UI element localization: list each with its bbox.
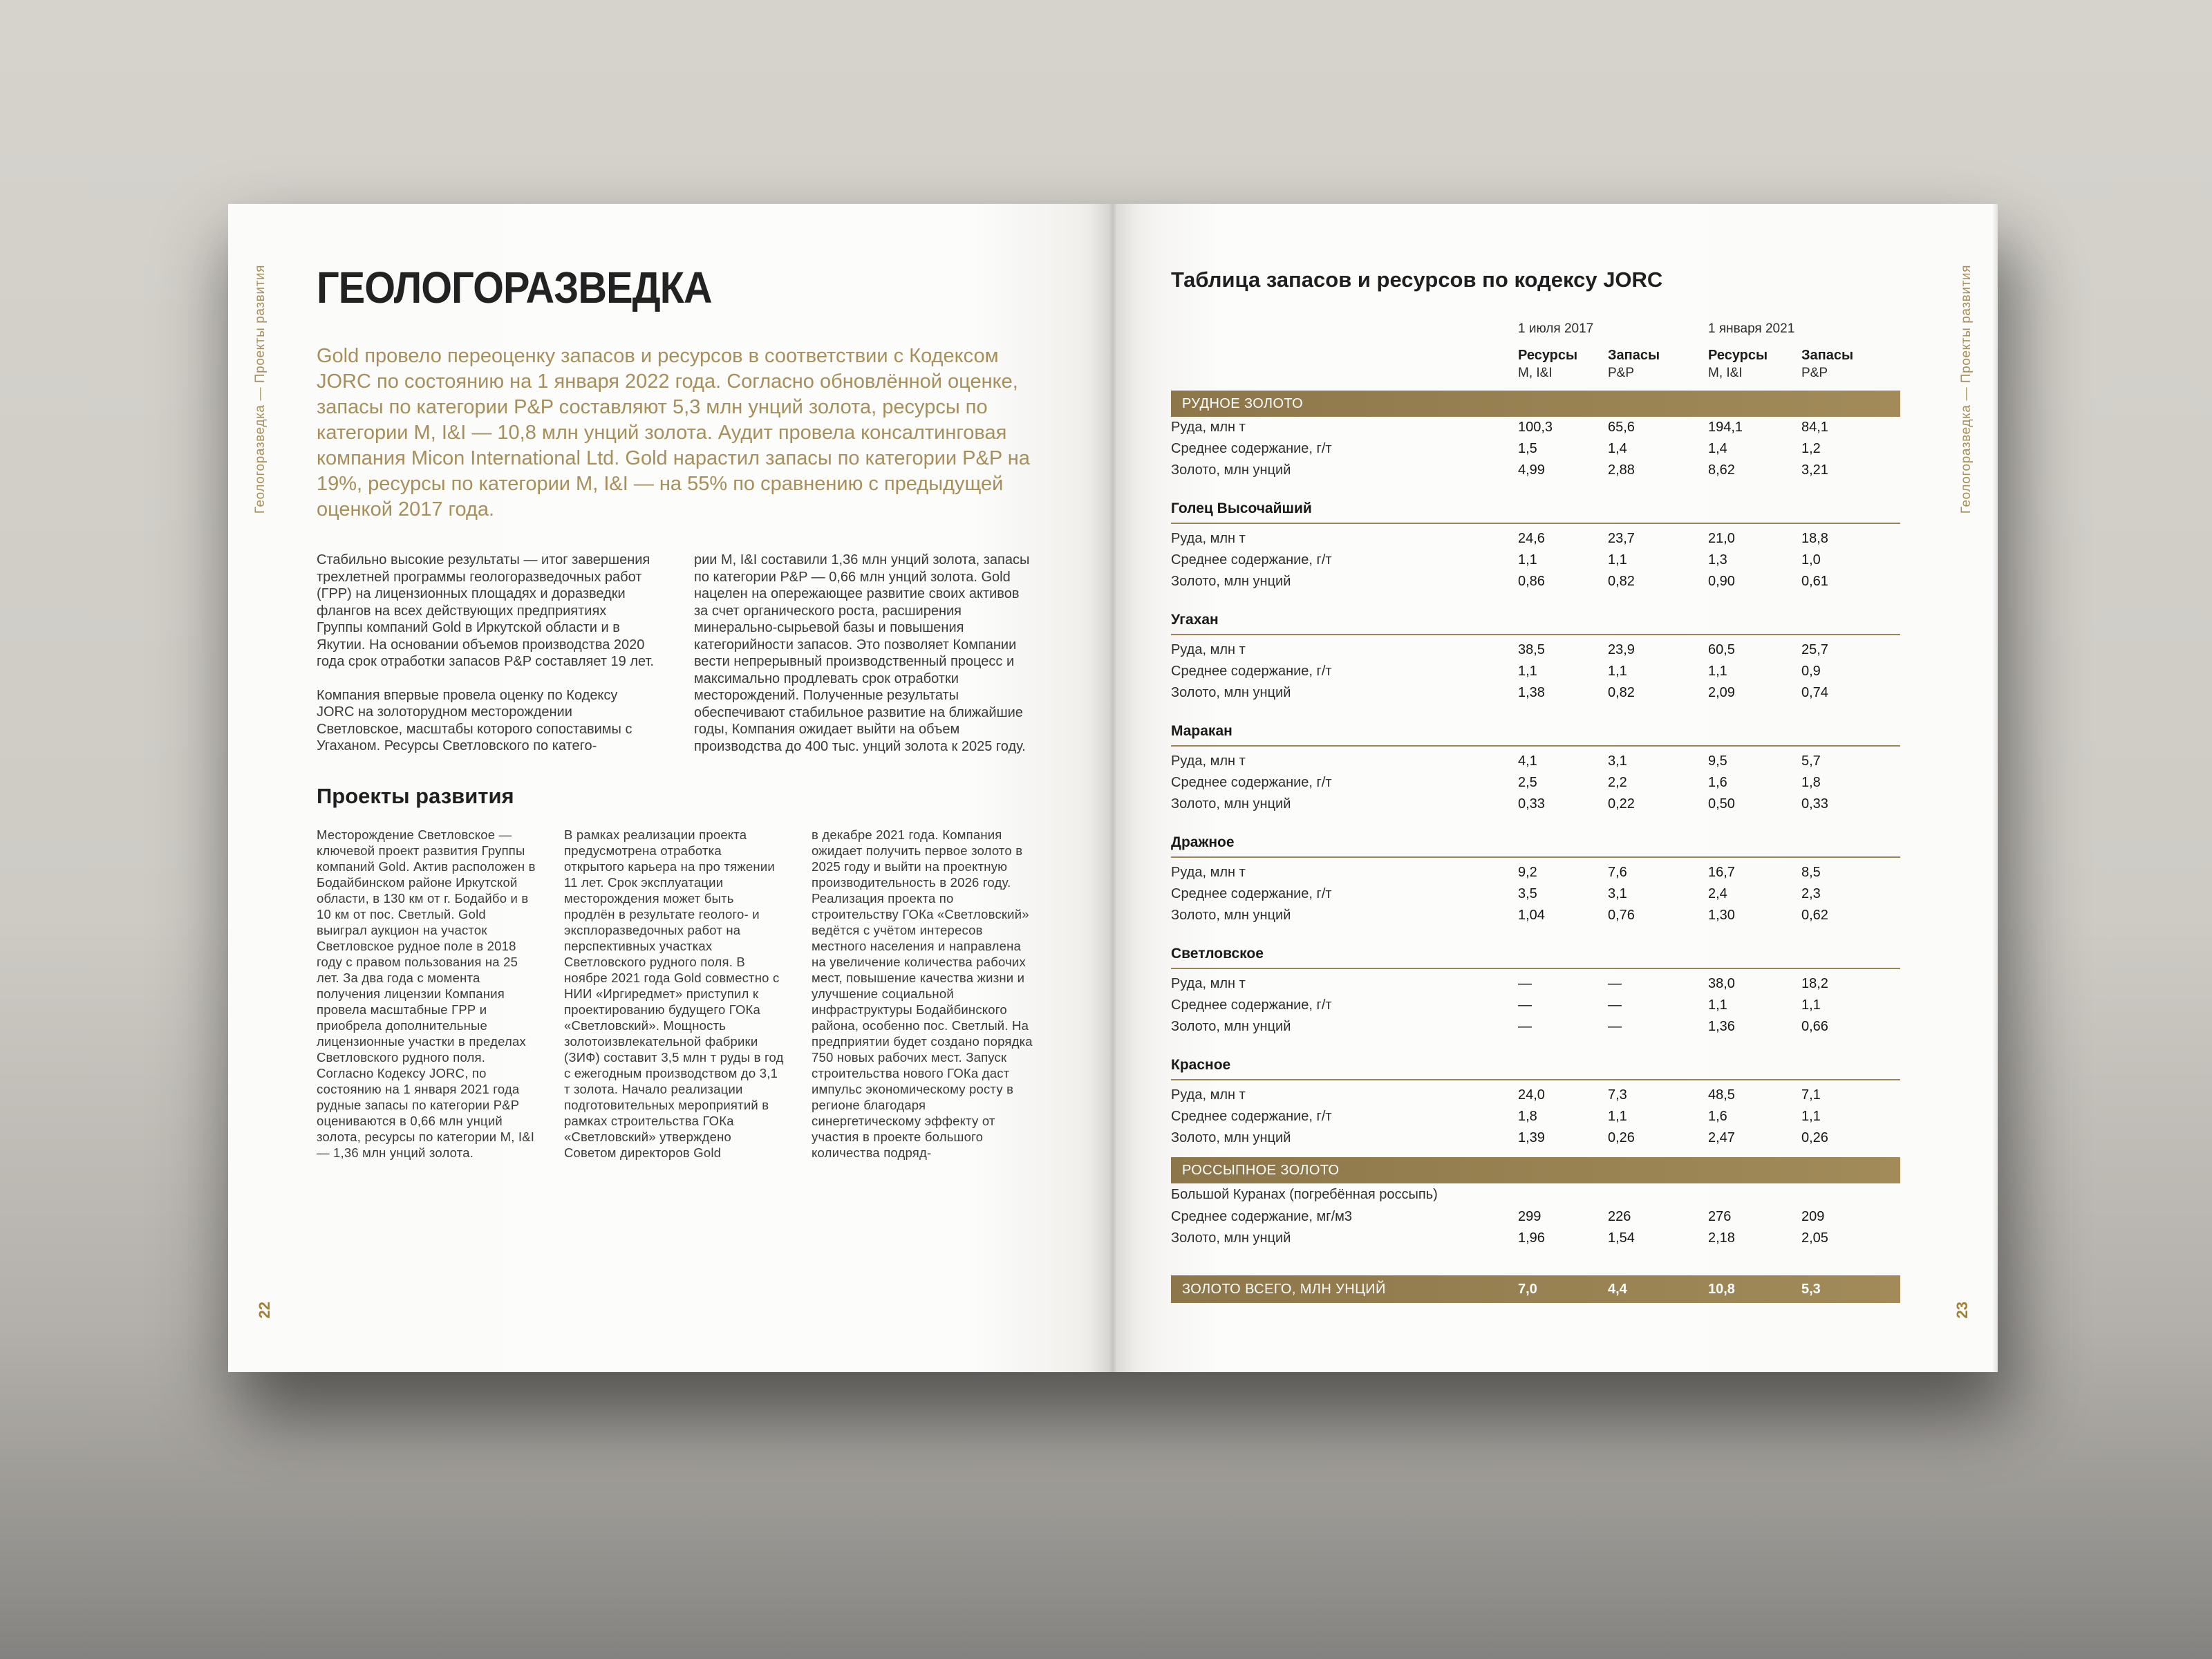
development-column-3: в декабре 2021 года. Компания ожидает получить первое золото в 2025 году и выйти на проектную производительность в 2026 году. Реализация проекта по строительству ГОКа «Светловский» ведётся с учётом интересов местного населения и направлена на увеличение количества рабочих мест, повышение качества жизни и улучшение социальной инфраструктуры Бодайбинского района, особенно пос. Светлый. На предприятии будет создано порядка 750 новых рабочих мест. Запуск строительства нового ГОКа даст импульс экономическому росту в регионе благодаря синергетическому эффекту от участия в проекте большого количества подряд-	[812, 827, 1033, 1160]
table-cell-value: 1,04	[1518, 908, 1545, 923]
table-row	[1171, 905, 1900, 926]
intro-paragraph: рии M, I&I составили 1,36 млн унций золота, запасы по категории P&P — 0,66 млн унций золота. Gold нацелен на опережающее развитие своих активов за счет органического роста, расширения минерально-сырьевой базы и повышения категорийности запасов. Это позволяет Компании вести непрерывный производственный процесс и максимально продлевать срок отработки месторождений. Полученные результаты обеспечивают стабильное развитие на ближайшие годы, Компания ожидает выйти на объем производства до 400 тыс. унций золота к 2025 году.	[694, 552, 1030, 754]
table-cell-value: 1,1	[1608, 664, 1627, 679]
table-cell-value: 1,4	[1708, 441, 1727, 456]
column-header	[1608, 346, 1708, 382]
table-cell-value: 0,33	[1518, 796, 1545, 812]
table-cell-value: 38,0	[1708, 976, 1735, 991]
table-cell-value: 1,8	[1518, 1109, 1537, 1124]
right-page	[1113, 204, 1998, 1372]
table-cell-value: 209	[1801, 1209, 1825, 1224]
table-cell-value: 3,1	[1608, 753, 1627, 769]
table-cell-value: 4,1	[1518, 753, 1537, 769]
table-subsection	[1171, 612, 1900, 704]
table-cell-value: 1,8	[1801, 775, 1821, 790]
column-header-kind: Ресурсы	[1708, 348, 1768, 363]
column-header	[1708, 346, 1801, 382]
intro-column-1	[317, 552, 656, 771]
table-cell-value: 1,1	[1518, 664, 1537, 679]
table-cell-value: 0,82	[1608, 574, 1635, 589]
table-cell-value: —	[1608, 997, 1622, 1013]
table-row	[1171, 550, 1900, 571]
table-subsection	[1171, 1057, 1900, 1149]
table-cell-label: Среднее содержание, г/т	[1171, 552, 1332, 568]
table-cell-value: 0,33	[1801, 796, 1828, 812]
table-cell-label: Золото, млн унций	[1171, 1019, 1291, 1034]
subsection-name: Голец Высочайший	[1171, 500, 1900, 524]
left-side-rubric: Геологоразведка — Проекты развития	[253, 265, 268, 514]
table-row	[1171, 995, 1900, 1016]
table-cell-value: 23,9	[1608, 642, 1635, 657]
table-row	[1171, 973, 1900, 995]
right-page-content	[1171, 268, 1931, 1303]
left-page	[228, 204, 1113, 1372]
table-cell-value: 0,62	[1801, 908, 1828, 923]
table-row	[1171, 639, 1900, 661]
table-cell-value: —	[1608, 1019, 1622, 1034]
table-row	[1171, 417, 1900, 438]
table-cell-value: 60,5	[1708, 642, 1735, 657]
table-cell-value: 1,0	[1801, 552, 1821, 568]
intro-column-2	[694, 552, 1033, 771]
table-cell-value: 8,62	[1708, 462, 1735, 478]
table-cell-label: Среднее содержание, г/т	[1171, 886, 1332, 901]
table-cell-label: Золото, млн унций	[1171, 574, 1291, 589]
table-cell-label: Золото, млн унций	[1171, 685, 1291, 700]
table-cell-value: 0,26	[1801, 1130, 1828, 1145]
intro-paragraph: Стабильно высокие результаты — итог завершения трехлетней программы геологоразведочных работ (ГРР) на лицензионных площадях и доразведки флангов на всех действующих предприятиях Группы компаний Gold в Иркутской области и в Якутии. На основании объемов производства 2020 года срок отработки запасов P&P составляет 19 лет.	[317, 552, 654, 669]
table-cell-value: 65,6	[1608, 420, 1635, 435]
table-cell-value: 0,66	[1801, 1019, 1828, 1034]
table-row	[1171, 862, 1900, 883]
table-cell-label: Среднее содержание, г/т	[1171, 997, 1332, 1013]
table-cell-value: 23,7	[1608, 531, 1635, 546]
table-cell-value: 2,5	[1518, 775, 1537, 790]
lead-paragraph: Gold провело переоценку запасов и ресурсов в соответствии с Кодексом JORC по состоянию на 1 января 2022 года. Согласно обновлённой оценке, запасы по категории P&P составляют 5,3 млн унций золота, ресурсы по категории M, I&I — 10,8 млн унций золота. Аудит провела консалтинговая компания Micon International Ltd. Gold нарастил запасы по категории P&P на 19%, ресурсы по категории M, I&I — на 55% по сравнению с предыдущей оценкой 2017 года.	[317, 345, 1030, 521]
table-cell-value: 24,6	[1518, 531, 1545, 546]
table-cell-value: 1,96	[1518, 1230, 1545, 1246]
table-cell-value: 18,2	[1801, 976, 1828, 991]
development-column-2: В рамках реализации проекта предусмотрена отработка открытого карьера на про тяжении 11 лет. Срок эксплуатации месторождения может быть продлён в результате геолого- и эксплоразведочных работ на перспективных участках Светловского рудного поля. В ноябре 2021 года Gold совместно с НИИ «Иргиредмет» приступил к проектированию будущего ГОКа «Светловский». Мощность золотоизвлекательной фабрики (ЗИФ) составит 3,5 млн т руды в год с ежегодным производством до 3,1 т золота. Начало реализации подготовительных мероприятий в рамках строительства ГОКа «Светловский» утверждено Советом директоров Gold	[564, 827, 784, 1160]
table-cell-label: Среднее содержание, г/т	[1171, 775, 1332, 790]
table-cell-value: 1,30	[1708, 908, 1735, 923]
table-row	[1171, 460, 1900, 481]
table-subsection	[1171, 834, 1900, 926]
table-cell-value: —	[1518, 1019, 1532, 1034]
table-cell-value: 0,9	[1801, 664, 1821, 679]
table-date-header	[1171, 321, 1900, 337]
total-value: 5,3	[1801, 1281, 1821, 1297]
table-cell-value: 4,99	[1518, 462, 1545, 478]
table-cell-value: 0,50	[1708, 796, 1735, 812]
table-cell-value: 25,7	[1801, 642, 1828, 657]
jorc-table	[1171, 321, 1900, 1303]
table-row	[1171, 682, 1900, 704]
table-cell-label: Среднее содержание, г/т	[1171, 664, 1332, 679]
table-row	[1171, 438, 1900, 460]
table-cell-value: 2,88	[1608, 462, 1635, 478]
table-cell-label: Руда, млн т	[1171, 531, 1246, 546]
subsection-name: Маракан	[1171, 723, 1900, 747]
table-cell-value: 1,38	[1518, 685, 1545, 700]
spacer	[1171, 346, 1518, 382]
table-cell-value: 299	[1518, 1209, 1541, 1224]
table-subsection	[1171, 500, 1900, 592]
table-cell-value: 0,76	[1608, 908, 1635, 923]
table-cell-label: Среднее содержание, мг/м3	[1171, 1209, 1353, 1224]
table-cell-value: 2,3	[1801, 886, 1821, 901]
right-page-number: 23	[1953, 1301, 1971, 1318]
table-cell-value: 1,1	[1708, 997, 1727, 1013]
table-cell-value: 0,90	[1708, 574, 1735, 589]
table-cell-value: —	[1518, 976, 1532, 991]
column-header-kind: Ресурсы	[1518, 348, 1578, 363]
table-cell-value: 7,6	[1608, 865, 1627, 880]
table-row	[1171, 1016, 1900, 1038]
table-cell-label: Руда, млн т	[1171, 976, 1246, 991]
table-cell-value: 0,22	[1608, 796, 1635, 812]
table-total-band	[1171, 1275, 1900, 1303]
column-header-category: M, I&I	[1708, 366, 1743, 380]
column-header-kind: Запасы	[1608, 348, 1660, 363]
table-cell-label: Золото, млн унций	[1171, 1130, 1291, 1145]
table-body	[1171, 391, 1900, 1249]
table-subsection-label: Большой Куранах (погребённая россыпь)	[1171, 1187, 1438, 1202]
section-title-development: Проекты развития	[317, 784, 514, 808]
table-cell-label: Золото, млн унций	[1171, 1230, 1291, 1246]
table-cell-value: —	[1518, 997, 1532, 1013]
table-cell-value: 18,8	[1801, 531, 1828, 546]
table-cell-label: Золото, млн унций	[1171, 796, 1291, 812]
table-cell-value: 38,5	[1518, 642, 1545, 657]
intro-columns	[317, 552, 1034, 771]
table-row	[1171, 1106, 1900, 1127]
table-cell-label: Руда, млн т	[1171, 865, 1246, 880]
total-value: 7,0	[1518, 1281, 1537, 1297]
table-cell-value: 1,36	[1708, 1019, 1735, 1034]
table-cell-value: 2,2	[1608, 775, 1627, 790]
table-cell-value: 84,1	[1801, 420, 1828, 435]
section-band-label: РОССЫПНОЕ ЗОЛОТО	[1182, 1162, 1340, 1178]
table-cell-value: 9,2	[1518, 865, 1537, 880]
table-cell-value: 7,1	[1801, 1087, 1821, 1103]
column-header	[1518, 346, 1608, 382]
date-header-2021: 1 января 2021	[1708, 321, 1795, 336]
table-cell-value: 2,09	[1708, 685, 1735, 700]
table-row	[1171, 1228, 1900, 1249]
table-cell-value: 1,1	[1801, 997, 1821, 1013]
table-row	[1171, 1085, 1900, 1106]
table-cell-label: Руда, млн т	[1171, 1087, 1246, 1103]
table-cell-label: Среднее содержание, г/т	[1171, 1109, 1332, 1124]
table-cell-value: 0,26	[1608, 1130, 1635, 1145]
table-subsection	[1171, 723, 1900, 815]
subsection-name: Красное	[1171, 1057, 1900, 1080]
right-side-rubric: Геологоразведка — Проекты развития	[1959, 265, 1974, 514]
table-cell-value: 21,0	[1708, 531, 1735, 546]
table-cell-value: 3,1	[1608, 886, 1627, 901]
table-row	[1171, 661, 1900, 682]
table-cell-value: 1,1	[1708, 664, 1727, 679]
table-cell-value: 1,39	[1518, 1130, 1545, 1145]
column-header	[1801, 346, 1900, 382]
table-cell-label: Руда, млн т	[1171, 753, 1246, 769]
table-row	[1171, 571, 1900, 592]
table-cell-value: 2,47	[1708, 1130, 1735, 1145]
table-section-band	[1171, 1157, 1900, 1183]
table-cell-label: Золото, млн унций	[1171, 908, 1291, 923]
table-cell-value: 0,61	[1801, 574, 1828, 589]
table-cell-value: 1,6	[1708, 1109, 1727, 1124]
table-cell-value: 2,4	[1708, 886, 1727, 901]
table-cell-value: 1,1	[1518, 552, 1537, 568]
column-header-category: P&P	[1608, 366, 1635, 380]
table-cell-value: 0,82	[1608, 685, 1635, 700]
column-header-kind: Запасы	[1801, 348, 1854, 363]
table-row	[1171, 1206, 1900, 1228]
table-cell-label: Руда, млн т	[1171, 420, 1246, 435]
table-cell-value: 7,3	[1608, 1087, 1627, 1103]
table-column-headers	[1171, 346, 1900, 382]
development-columns	[317, 827, 1034, 1161]
section-band-label: РУДНОЕ ЗОЛОТО	[1182, 395, 1304, 411]
magazine-spread	[228, 204, 1998, 1372]
total-label: ЗОЛОТО ВСЕГО, МЛН УНЦИЙ	[1182, 1281, 1386, 1297]
intro-paragraph: Компания впервые провела оценку по Кодексу JORC на золоторудном месторождении Светловское, масштабы которого сопоставимы с Угаханом. Ресурсы Светловского по катего-	[317, 687, 632, 753]
left-page-content	[317, 263, 1034, 1161]
table-section-band	[1171, 391, 1900, 417]
table-cell-value: 3,5	[1518, 886, 1537, 901]
table-cell-label: Руда, млн т	[1171, 642, 1246, 657]
table-row	[1171, 1127, 1900, 1149]
table-cell-value: 1,2	[1801, 441, 1821, 456]
table-cell-value: 16,7	[1708, 865, 1735, 880]
table-cell-value: 1,1	[1608, 1109, 1627, 1124]
table-row	[1171, 751, 1900, 772]
table-cell-value: 0,86	[1518, 574, 1545, 589]
table-cell-value: 2,05	[1801, 1230, 1828, 1246]
table-subsection	[1171, 946, 1900, 1038]
table-cell-value: 9,5	[1708, 753, 1727, 769]
table-cell-value: 8,5	[1801, 865, 1821, 880]
table-cell-value: 0,74	[1801, 685, 1828, 700]
column-header-category: M, I&I	[1518, 366, 1553, 380]
table-cell-value: —	[1608, 976, 1622, 991]
column-header-category: P&P	[1801, 366, 1828, 380]
table-title: Таблица запасов и ресурсов по кодексу JORC	[1171, 268, 1663, 292]
table-cell-value: 1,3	[1708, 552, 1727, 568]
table-cell-value: 1,6	[1708, 775, 1727, 790]
table-cell-value: 3,21	[1801, 462, 1828, 478]
table-cell-value: 276	[1708, 1209, 1732, 1224]
table-row	[1171, 794, 1900, 815]
table-cell-value: 1,1	[1608, 552, 1627, 568]
subsection-name: Светловское	[1171, 946, 1900, 969]
table-cell-value: 1,1	[1801, 1109, 1821, 1124]
subsection-name: Дражное	[1171, 834, 1900, 858]
table-cell-label: Среднее содержание, г/т	[1171, 441, 1332, 456]
spacer	[1171, 321, 1518, 337]
table-row	[1171, 883, 1900, 905]
table-cell-value: 24,0	[1518, 1087, 1545, 1103]
development-column-1: Месторождение Светловское — ключевой проект развития Группы компаний Gold. Актив расположен в Бодайбинском районе Иркутской области, в 130 км от г. Бодайбо и в 10 км от пос. Светлый. Gold выиграл аукцион на участок Светловское рудное поле в 2018 году с правом пользования на 25 лет. За два года с момента получения лицензии Компания провела масштабные ГРР и приобрела дополнительные лицензионные участки в пределах Светловского рудного поля. Согласно Кодексу JORC, по состоянию на 1 января 2021 года рудные запасы по категории P&P оцениваются в 0,66 млн унций золота, ресурсы по категории M, I&I — 1,36 млн унций золота.	[317, 827, 536, 1160]
table-cell-value: 194,1	[1708, 420, 1743, 435]
page-title: ГЕОЛОГОРАЗВЕДКА	[317, 263, 712, 312]
date-header-2017: 1 июля 2017	[1518, 321, 1594, 336]
left-page-number: 22	[256, 1301, 273, 1318]
subsection-name: Угахан	[1171, 612, 1900, 635]
table-cell-value: 5,7	[1801, 753, 1821, 769]
total-value: 4,4	[1608, 1281, 1627, 1297]
table-cell-value: 100,3	[1518, 420, 1553, 435]
table-cell-value: 1,5	[1518, 441, 1537, 456]
table-cell-value: 1,54	[1608, 1230, 1635, 1246]
table-cell-value: 226	[1608, 1209, 1631, 1224]
table-cell-value: 1,4	[1608, 441, 1627, 456]
table-cell-label: Золото, млн унций	[1171, 462, 1291, 478]
table-row	[1171, 772, 1900, 794]
total-value: 10,8	[1708, 1281, 1735, 1297]
table-row	[1171, 528, 1900, 550]
table-cell-value: 48,5	[1708, 1087, 1735, 1103]
table-cell-value: 2,18	[1708, 1230, 1735, 1246]
